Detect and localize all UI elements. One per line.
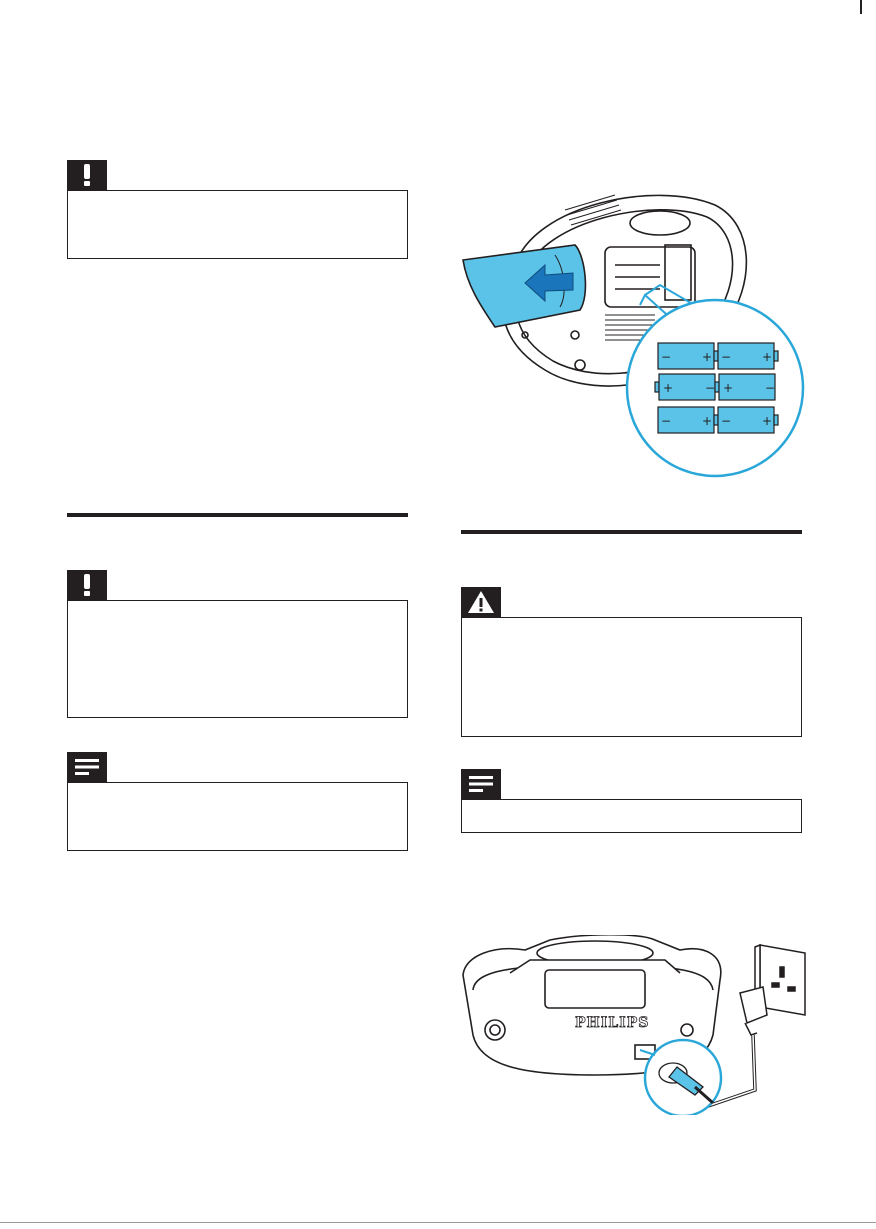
power-connection-illustration [455,935,815,1115]
crop-mark [0,1222,876,1223]
note-tab [67,752,107,782]
section-rule [461,530,802,534]
polarity-mark: − [721,350,732,364]
note-notice [67,752,408,851]
warning-triangle-icon [466,589,496,615]
warning-notice [461,587,802,737]
note-box [461,799,802,833]
polarity-mark: − [661,350,672,364]
polarity-mark: − [661,414,672,428]
polarity-mark: + [663,381,674,395]
polarity-mark: + [762,414,773,428]
polarity-mark: − [721,414,732,428]
polarity-mark: + [723,381,734,395]
caution-box [67,190,408,259]
battery-compartment-illustration [455,185,815,480]
note-lines-icon [73,757,101,777]
section-rule [67,513,408,517]
exclamation-icon [82,573,92,597]
polarity-mark: + [702,350,713,364]
polarity-mark: + [762,350,773,364]
caution-tab [67,570,107,600]
caution-box [67,600,408,718]
warning-tab [461,587,501,617]
brand-logo: PHILIPS [575,1015,650,1031]
caution-notice [67,160,408,259]
exclamation-icon [82,163,92,187]
note-lines-icon [467,774,495,794]
polarity-mark: − [705,381,716,395]
caution-notice [67,570,408,718]
note-notice [461,769,802,833]
note-box [67,782,408,851]
crop-mark [860,0,862,14]
polarity-mark: − [765,381,776,395]
caution-tab [67,160,107,190]
battery-grid [655,343,778,433]
note-tab [461,769,501,799]
warning-box [461,617,802,737]
polarity-mark: + [702,414,713,428]
power-adapter [740,987,767,1035]
